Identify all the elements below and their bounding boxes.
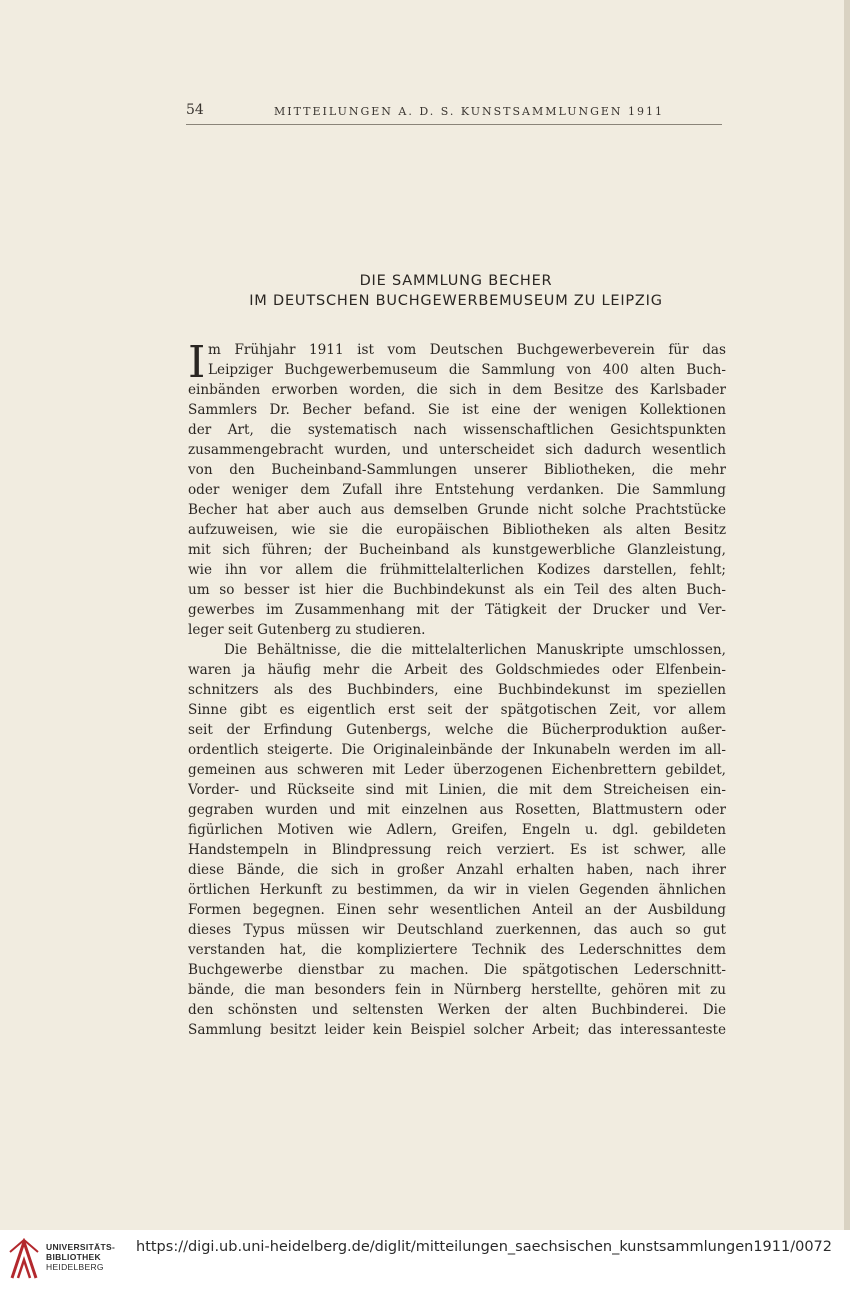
journal-title: MITTEILUNGEN A. D. S. KUNSTSAMMLUNGEN 1911 bbox=[274, 105, 665, 118]
text-line: leger seit Gutenberg zu studieren. bbox=[188, 622, 426, 638]
text-line: Becher hat aber auch aus demselben Grunde nicht solche Prachtstücke bbox=[188, 502, 726, 518]
text-line: den schönsten und seltensten Werken der alten Buchbinderei. Die bbox=[188, 1002, 726, 1018]
text-line: Buchgewerbe dienstbar zu machen. Die spätgotischen Lederschnitt- bbox=[188, 962, 726, 978]
text-line: bände, die man besonders fein in Nürnberg herstellte, gehören mit zu bbox=[188, 982, 726, 998]
text-line: der Art, die systematisch nach wissenschaftlichen Gesichtspunkten bbox=[188, 422, 726, 438]
text-line: Sammlers Dr. Becher befand. Sie ist eine der wenigen Kollektionen bbox=[188, 402, 726, 418]
library-name-line-2: BIBLIOTHEK bbox=[46, 1252, 101, 1262]
text-line: Sammlung besitzt leider kein Beispiel solcher Arbeit; das interessanteste bbox=[188, 1022, 726, 1038]
text-line: zusammengebracht wurden, und unterscheidet sich dadurch wesentlich bbox=[188, 442, 726, 458]
text-line: gemeinen aus schweren mit Leder überzogenen Eichenbrettern gebildet, bbox=[188, 762, 726, 778]
text-line: Die Behältnisse, die die mittelalterlichen Manuskripte umschlossen, bbox=[224, 642, 726, 658]
text-line: aufzuweisen, wie sie die europäischen Bibliotheken als alten Besitz bbox=[188, 522, 726, 538]
text-line: schnitzers als des Buchbinders, eine Buchbindekunst im speziellen bbox=[188, 682, 726, 698]
article-title-line-2: IM DEUTSCHEN BUCHGEWERBEMUSEUM ZU LEIPZIG bbox=[249, 293, 663, 309]
text-line: mit sich führen; der Bucheinband als kunstgewerbliche Glanzleistung, bbox=[188, 542, 726, 558]
text-line: waren ja häufig mehr die Arbeit des Goldschmiedes oder Elfenbein- bbox=[188, 662, 726, 678]
drop-initial: I bbox=[188, 337, 206, 388]
text-line: diese Bände, die sich in großer Anzahl erhalten haben, nach ihrer bbox=[188, 862, 726, 878]
text-line: Formen begegnen. Einen sehr wesentlichen Anteil an der Ausbildung bbox=[188, 902, 726, 918]
text-line: einbänden erworben worden, die sich in dem Besitze des Karlsbader bbox=[188, 382, 726, 398]
text-line: Vorder- und Rückseite sind mit Linien, die mit dem Streicheisen ein- bbox=[188, 782, 726, 798]
library-name-line-1: UNIVERSITÄTS- bbox=[46, 1242, 116, 1252]
library-name-line-3: HEIDELBERG bbox=[46, 1262, 104, 1272]
text-line: wie ihn vor allem die frühmittelalterlichen Kodizes darstellen, fehlt; bbox=[188, 562, 726, 578]
text-line: gegraben wurden und mit einzelnen aus Rosetten, Blattmustern oder bbox=[188, 802, 726, 818]
text-line: oder weniger dem Zufall ihre Entstehung verdanken. Die Sammlung bbox=[188, 482, 726, 498]
permalink-url[interactable]: https://digi.ub.uni-heidelberg.de/diglit/mitteilungen_saechsischen_kunstsammlungen1911/0072 bbox=[136, 1239, 833, 1255]
article-body bbox=[188, 337, 726, 1040]
text-line: Sinne gibt es eigentlich erst seit der spätgotischen Zeit, vor allem bbox=[188, 702, 726, 718]
text-line: Handstempeln in Blindpressung reich verziert. Es ist schwer, alle bbox=[188, 842, 726, 858]
text-line: um so besser ist hier die Buchbindekunst als ein Teil des alten Buch- bbox=[188, 582, 726, 598]
library-logo-icon bbox=[8, 1238, 40, 1280]
text-line: dieses Typus müssen wir Deutschland zuerkennen, das auch so gut bbox=[188, 922, 726, 938]
article-title-line-1: DIE SAMMLUNG BECHER bbox=[359, 273, 553, 289]
text-line: figürlichen Motiven wie Adlern, Greifen, Engeln u. dgl. gebildeten bbox=[188, 822, 726, 838]
article-title bbox=[186, 271, 726, 311]
text-line: örtlichen Herkunft zu bestimmen, da wir in vielen Gegenden ähnlichen bbox=[188, 882, 726, 898]
page-edge bbox=[844, 0, 850, 1230]
text-line: von den Bucheinband-Sammlungen unserer Bibliotheken, die mehr bbox=[188, 462, 726, 478]
text-line: gewerbes im Zusammenhang mit der Tätigkeit der Drucker und Ver- bbox=[188, 602, 726, 618]
library-name bbox=[46, 1242, 115, 1272]
page-number: 54 bbox=[186, 102, 204, 118]
text-line: ordentlich steigerte. Die Originaleinbände der Inkunabeln werden im all- bbox=[188, 742, 726, 758]
header-rule bbox=[186, 124, 722, 125]
text-line: seit der Erfindung Gutenbergs, welche die Bücherproduktion außer- bbox=[188, 722, 726, 738]
text-line: verstanden hat, die kompliziertere Technik des Lederschnittes dem bbox=[188, 942, 726, 958]
text-line: m Frühjahr 1911 ist vom Deutschen Buchgewerbeverein für das bbox=[208, 342, 726, 358]
text-line: Leipziger Buchgewerbemuseum die Sammlung von 400 alten Buch- bbox=[208, 362, 726, 378]
running-head bbox=[186, 102, 722, 122]
